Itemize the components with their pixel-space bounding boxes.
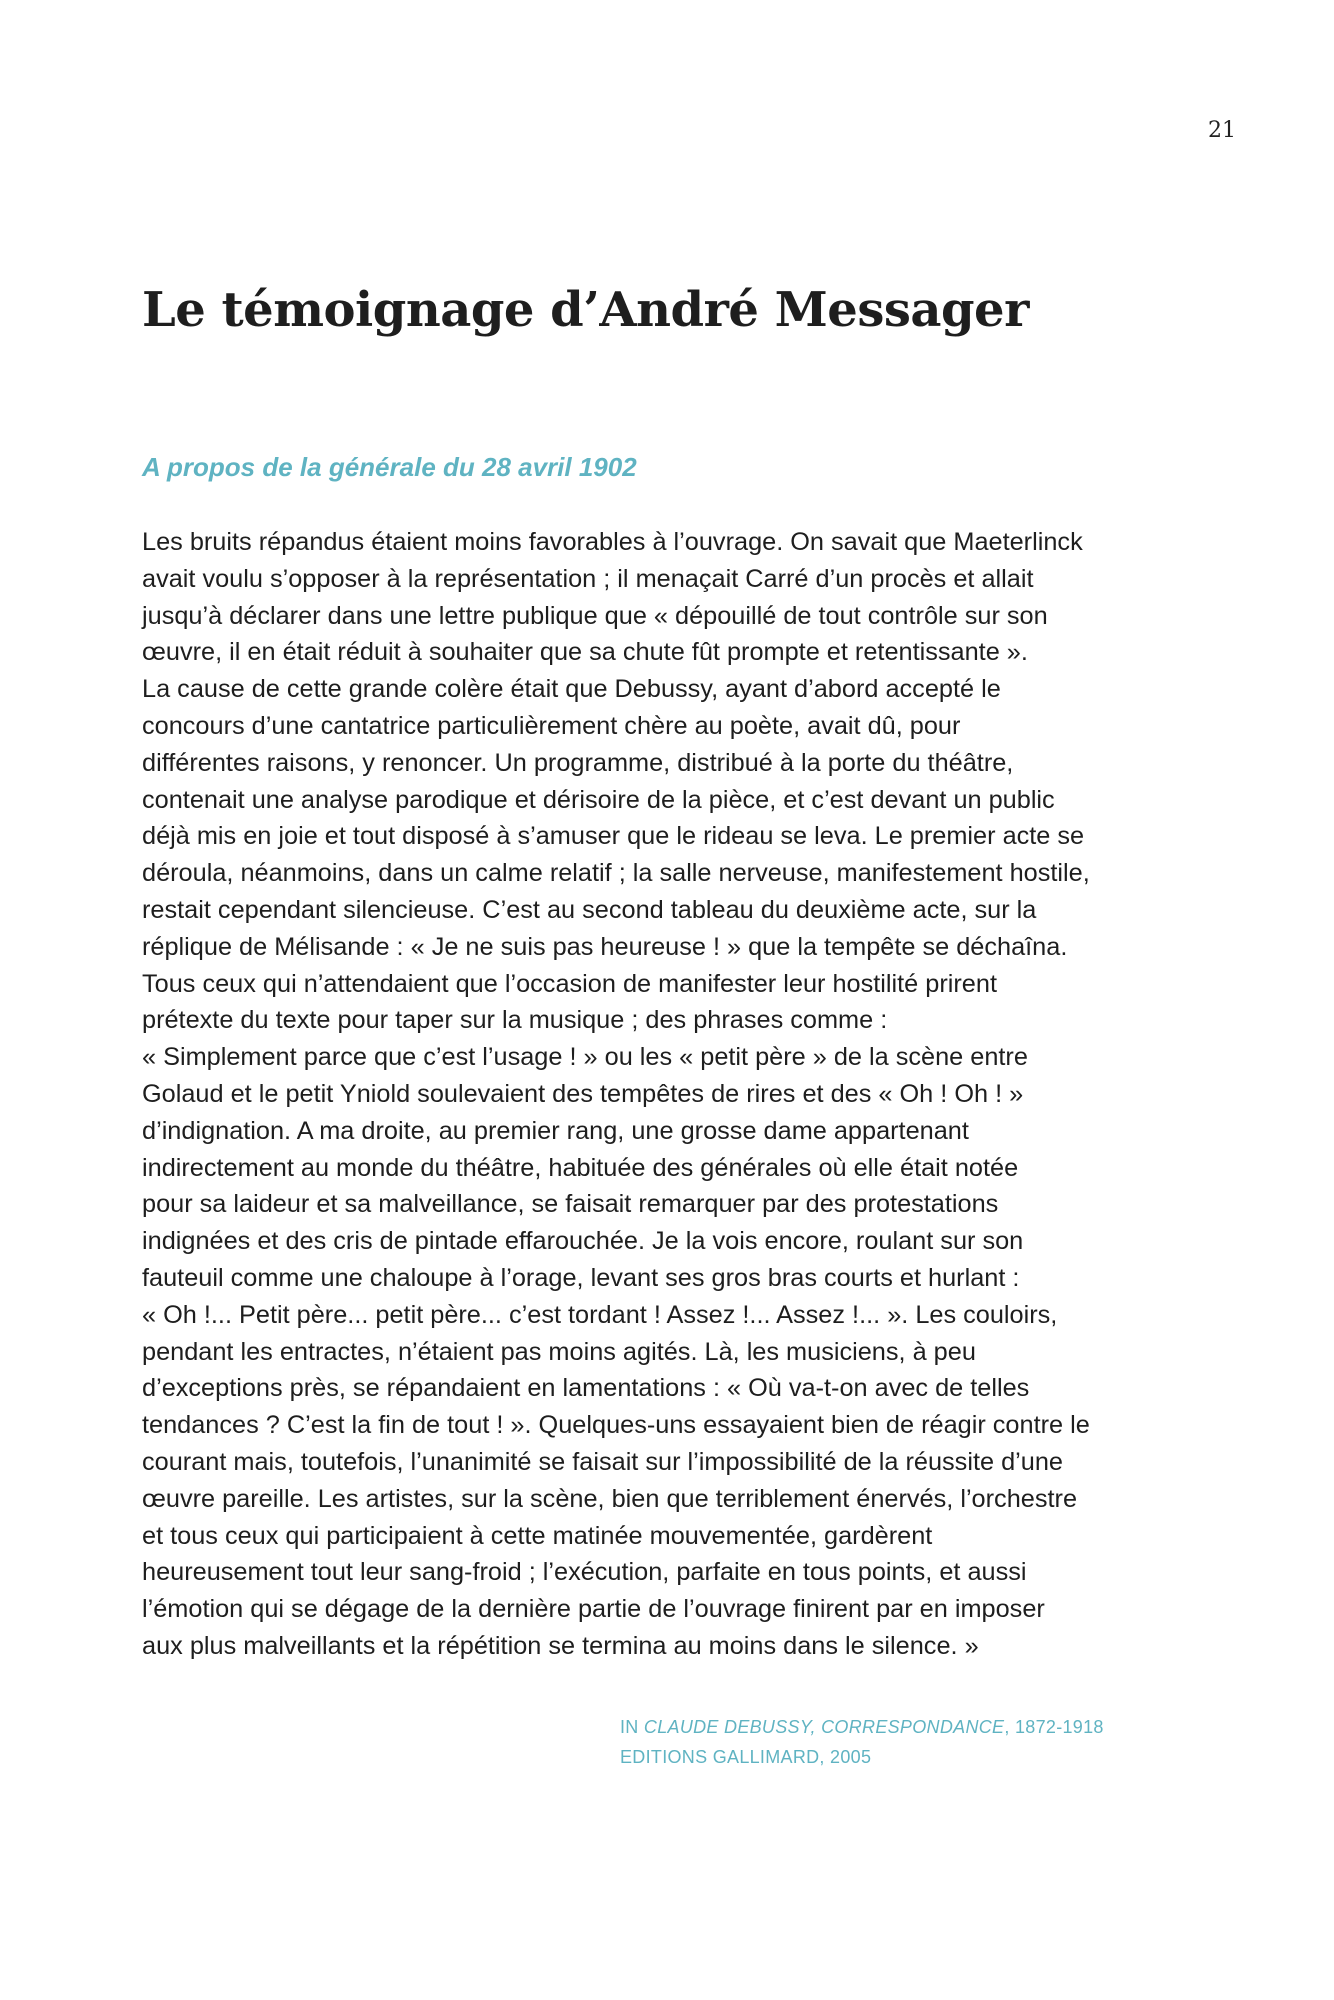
body-line: « Simplement parce que c’est l’usage ! » ou les « petit père » de la scène entre xyxy=(142,1043,1028,1072)
body-line: Les bruits répandus étaient moins favorables à l’ouvrage. On savait que Maeterlinck xyxy=(142,528,1083,556)
body-line: La cause de cette grande colère était que Debussy, ayant d’abord accepté le xyxy=(142,675,1001,704)
body-line: indignées et des cris de pintade effarouchée. Je la vois encore, roulant sur son xyxy=(142,1227,1024,1256)
source-citation xyxy=(620,1712,1104,1772)
subtitle: A propos de la générale du 28 avril 1902 xyxy=(142,452,637,482)
body-line: pour sa laideur et sa malveillance, se faisait remarquer par des protestations xyxy=(142,1190,999,1219)
source-years: , 1872-1918 xyxy=(1004,1717,1104,1737)
body-line: d’exceptions près, se répandaient en lamentations : « Où va-t-on avec de telles xyxy=(142,1374,1030,1403)
body-line: Tous ceux qui n’attendaient que l’occasion de manifester leur hostilité prirent xyxy=(142,969,997,998)
body-line: contenait une analyse parodique et dérisoire de la pièce, et c’est devant un public xyxy=(142,785,1055,814)
body-line: et tous ceux qui participaient à cette matinée mouvementée, gardèrent xyxy=(142,1521,933,1550)
source-title: CORRESPONDANCE xyxy=(821,1717,1005,1737)
body-line: prétexte du texte pour taper sur la musique ; des phrases comme : xyxy=(142,1006,888,1035)
page-title: Le témoignage d’André Messager xyxy=(142,282,1029,338)
body-line: déjà mis en joie et tout disposé à s’amuser que le rideau se leva. Le premier acte se xyxy=(142,822,1085,851)
body-line: heureusement tout leur sang-froid ; l’exécution, parfaite en tous points, et aussi xyxy=(142,1558,1027,1587)
body-line: d’indignation. A ma droite, au premier rang, une grosse dame appartenant xyxy=(142,1116,969,1145)
body-line: restait cependant silencieuse. C’est au second tableau du deuxième acte, sur la xyxy=(142,895,1037,924)
body-line: courant mais, toutefois, l’unanimité se faisait sur l’impossibilité de la réussite d’une xyxy=(142,1447,1063,1476)
body-line: indirectement au monde du théâtre, habituée des générales où elle était notée xyxy=(142,1153,1019,1182)
body-line: Golaud et le petit Yniold soulevaient des tempêtes de rires et des « Oh ! Oh ! » xyxy=(142,1079,1024,1108)
body-line: aux plus malveillants et la répétition se termina au moins dans le silence. » xyxy=(142,1631,979,1660)
body-line: pendant les entractes, n’étaient pas moins agités. Là, les musiciens, à peu xyxy=(142,1337,976,1366)
source-publisher: EDITIONS GALLIMARD, 2005 xyxy=(620,1747,872,1767)
body-line: déroula, néanmoins, dans un calme relatif ; la salle nerveuse, manifestement hostile, xyxy=(142,859,1090,888)
body-line: concours d’une cantatrice particulièrement chère au poète, avait dû, pour xyxy=(142,711,961,740)
body-line: « Oh !... Petit père... petit père... c’est tordant ! Assez !... Assez !... ». Les couloirs, xyxy=(142,1300,1058,1329)
body-line: avait voulu s’opposer à la représentation ; il menaçait Carré d’un procès et allait xyxy=(142,564,1034,593)
body-line: jusqu’à déclarer dans une lettre publique que « dépouillé de tout contrôle sur son xyxy=(142,601,1048,630)
body-line: réplique de Mélisande : « Je ne suis pas heureuse ! » que la tempête se déchaîna. xyxy=(142,932,1068,961)
source-prefix: IN xyxy=(620,1717,644,1737)
body-line: fauteuil comme une chaloupe à l’orage, levant ses gros bras courts et hurlant : xyxy=(142,1263,1020,1292)
body-text xyxy=(142,524,1202,1665)
page-number: 21 xyxy=(1208,118,1236,143)
body-line: œuvre pareille. Les artistes, sur la scène, bien que terriblement énervés, l’orchestre xyxy=(142,1484,1078,1513)
source-author: CLAUDE DEBUSSY, xyxy=(643,1717,816,1737)
body-line: différentes raisons, y renoncer. Un programme, distribué à la porte du théâtre, xyxy=(142,748,1014,777)
body-line: œuvre, il en était réduit à souhaiter que sa chute fût prompte et retentissante ». xyxy=(142,638,1028,667)
body-line: l’émotion qui se dégage de la dernière partie de l’ouvrage finirent par en imposer xyxy=(142,1595,1045,1624)
source-line-1 xyxy=(620,1712,1104,1742)
body-line: tendances ? C’est la fin de tout ! ». Quelques-uns essayaient bien de réagir contre le xyxy=(142,1411,1090,1440)
